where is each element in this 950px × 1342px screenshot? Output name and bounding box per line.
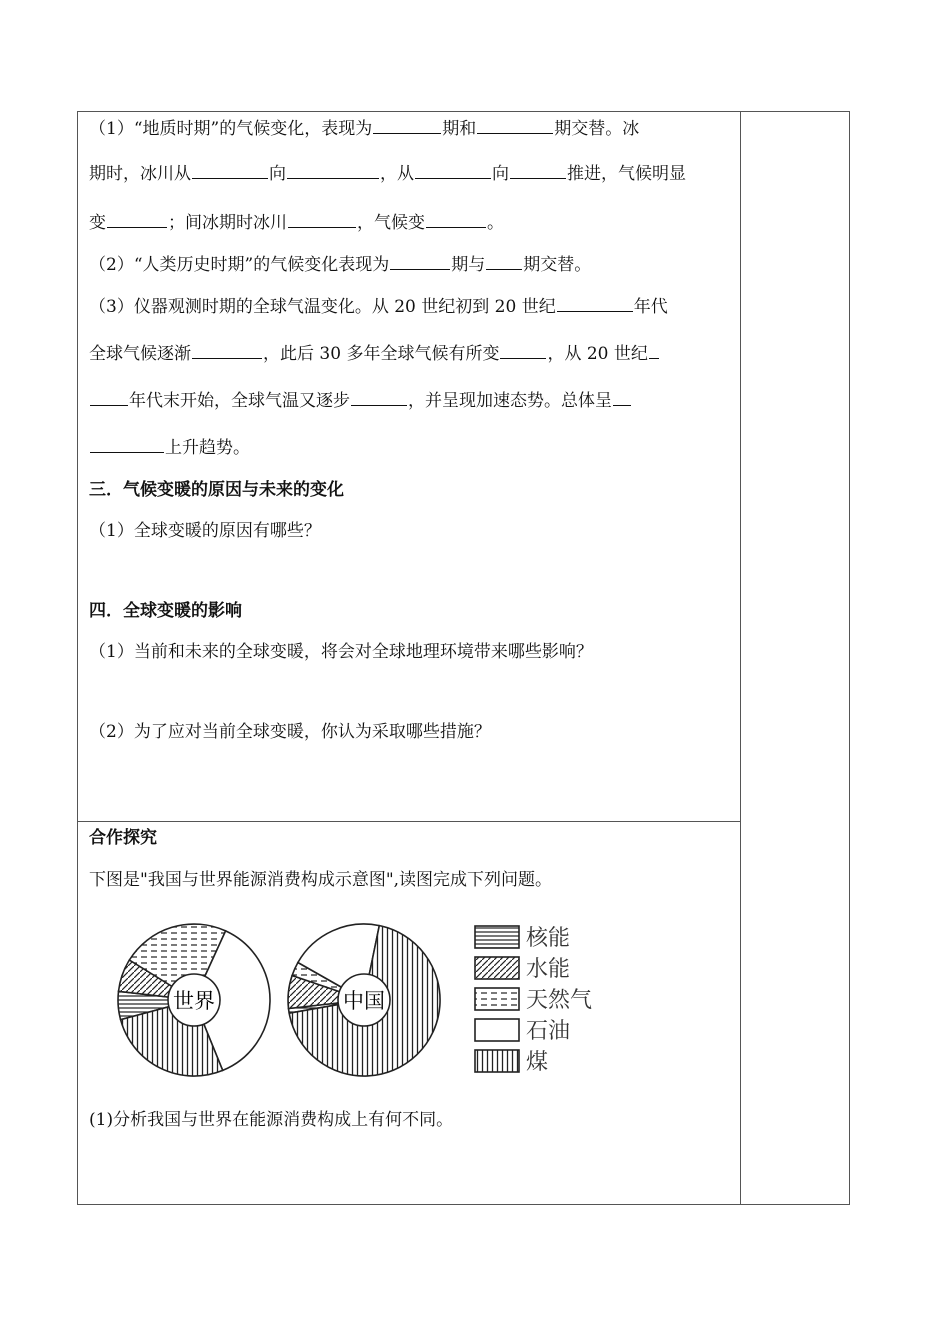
legend-swatch-3: [475, 1019, 519, 1041]
legend-label: 天然气: [526, 988, 593, 1013]
cooperate-heading: 合作探究: [89, 828, 157, 848]
q3-line-1: （3）仪器观测时期的全球气温变化。从 20 世纪初到 20 世纪 年代: [89, 297, 668, 317]
legend-swatch-0: [475, 926, 519, 948]
section4-q2: （2）为了应对当前全球变暖，你认为采取哪些措施？: [89, 722, 491, 742]
legend-label: 核能: [526, 926, 571, 951]
legend-label: 煤: [526, 1050, 549, 1075]
legend-swatch-2: [475, 988, 519, 1010]
q1-line-1: （1）“地质时期”的气候变化，表现为 期和 期交替。冰: [89, 119, 640, 139]
pie-center-label: 中国: [343, 989, 385, 1013]
legend-label: 石油: [526, 1019, 571, 1044]
q3-line-4: 上升趋势。: [89, 436, 250, 459]
energy-pie-chart: [110, 918, 610, 1088]
section3-q1: （1）全球变暖的原因有哪些？: [89, 521, 321, 541]
legend-swatch-4: [475, 1050, 519, 1072]
section4-q1: （1）当前和未来的全球变暖，将会对全球地理环境带来哪些影响？: [89, 642, 593, 662]
q3-line-2: 全球气候逐渐 ，此后 30 多年全球气候有所变 ，从 20 世纪: [89, 342, 660, 365]
legend-swatch-1: [475, 957, 519, 979]
q1-line-2: 期时，冰川从 向 ，从 向 推进，气候明显: [89, 164, 686, 184]
q2-line: （2）“人类历史时期”的气候变化表现为 期与 期交替。: [89, 255, 592, 275]
legend-label: 水能: [526, 957, 571, 982]
q3-line-3: 年代末开始，全球气温又逐步 ，并呈现加速态势。总体呈: [89, 389, 632, 412]
pie-center-label: 世界: [173, 989, 215, 1013]
cooperate-q1: (1)分析我国与世界在能源消费构成上有何不同。: [89, 1110, 454, 1130]
column-divider: [740, 111, 741, 1205]
cooperate-intro: 下图是"我国与世界能源消费构成示意图",读图完成下列问题。: [89, 870, 553, 890]
row-divider: [77, 821, 741, 822]
section4-heading: 四．全球变暖的影响: [89, 601, 242, 621]
section3-heading: 三．气候变暖的原因与未来的变化: [89, 480, 344, 500]
q1-line-3: 变 ；间冰期时冰川 ，气候变 。: [89, 213, 504, 233]
